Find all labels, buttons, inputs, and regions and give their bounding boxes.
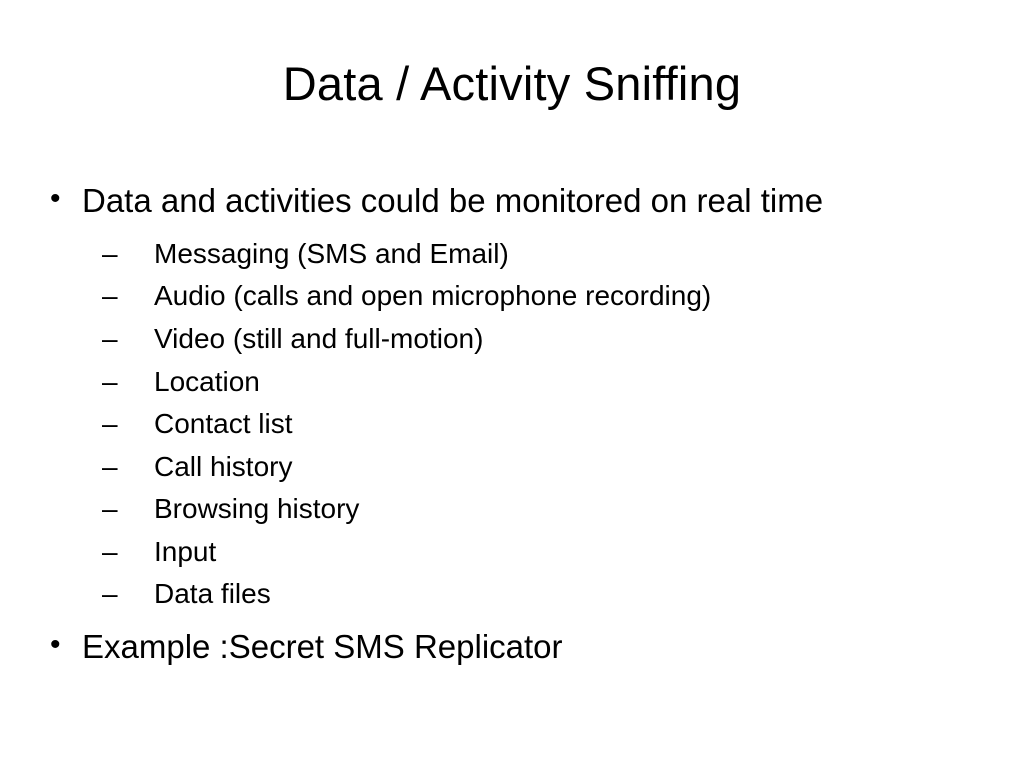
list-item-label: Call history bbox=[154, 450, 293, 482]
sub-list bbox=[40, 233, 984, 616]
dash-bullet-glyph: – bbox=[102, 408, 118, 440]
dash-bullet-glyph: – bbox=[102, 493, 118, 525]
dash-bullet-glyph: – bbox=[102, 365, 118, 397]
list-item bbox=[40, 275, 984, 318]
list-item bbox=[40, 446, 984, 489]
list-item-label: Browsing history bbox=[154, 493, 360, 525]
list-item-label: Data files bbox=[154, 578, 271, 610]
slide-body bbox=[40, 178, 984, 673]
list-item bbox=[40, 624, 984, 671]
list-item-label: Video (still and full-motion) bbox=[154, 322, 484, 354]
dash-bullet-glyph: – bbox=[102, 322, 118, 354]
list-item-label: Contact list bbox=[154, 408, 293, 440]
dash-bullet-glyph: – bbox=[102, 450, 118, 482]
dash-bullet-glyph: – bbox=[102, 578, 118, 610]
list-item-label: Input bbox=[154, 535, 217, 567]
dash-bullet-glyph: – bbox=[102, 535, 118, 567]
list-item bbox=[40, 403, 984, 446]
list-item bbox=[40, 488, 984, 531]
list-item bbox=[40, 531, 984, 574]
list-item bbox=[40, 318, 984, 361]
list-item-label: Data and activities could be monitored on real time bbox=[82, 182, 824, 219]
bullet-glyph: • bbox=[50, 627, 61, 661]
list-item-label: Example :Secret SMS Replicator bbox=[82, 627, 563, 665]
list-item bbox=[40, 573, 984, 616]
dash-bullet-glyph: – bbox=[102, 280, 118, 312]
list-item-label: Audio (calls and open microphone recording) bbox=[154, 280, 712, 312]
dash-bullet-glyph: – bbox=[102, 237, 118, 269]
list-item-label: Location bbox=[154, 365, 260, 397]
list-item-label: Messaging (SMS and Email) bbox=[154, 237, 509, 269]
list-item bbox=[40, 361, 984, 404]
bullet-glyph: • bbox=[50, 182, 61, 215]
list-item bbox=[40, 178, 984, 225]
page-title: Data / Activity Sniffing bbox=[282, 57, 742, 110]
list-item bbox=[40, 233, 984, 276]
